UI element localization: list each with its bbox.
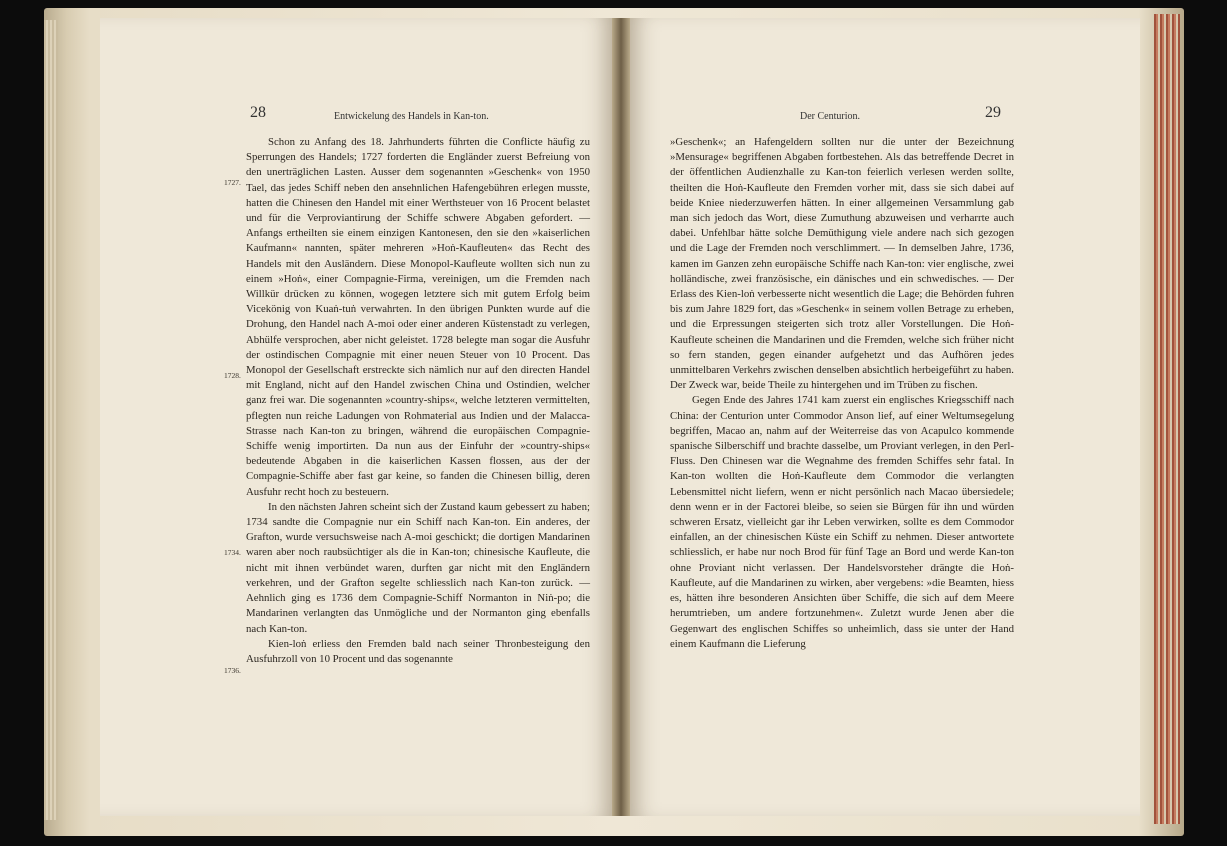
paragraph: In den nächsten Jahren scheint sich der Zustand kaum gebessert zu haben; 1734 sandte die Compagnie nur ein Schiff nach Kan-ton. Ein anderes, der Grafton, wurde versuchsweise nach A-moi geschickt; die dortigen Mandarinen waren aber noch raubsüchtiger als die in Kan-ton; chinesische Kaufleute, die nicht mit ihnen verbündet waren, durften gar nicht mit den Engländern verkehren, und der Grafton segelte schliesslich nach Kan-ton zurück. — Aehnlich ging es 1736 dem Compagnie-Schiff Normanton in Niṅ-po; die Mandarinen verlangten das Unmögliche und der Normanton ging ebenfalls nach Kan-ton. bbox=[246, 500, 590, 635]
left-body-text bbox=[224, 135, 590, 675]
left-page bbox=[100, 18, 612, 816]
right-body-text bbox=[670, 135, 1014, 652]
right-running-head: Der Centurion. bbox=[800, 111, 860, 122]
right-page-number: 29 bbox=[985, 104, 1001, 121]
right-page bbox=[630, 18, 1140, 816]
margin-year: 1734. bbox=[224, 548, 241, 557]
margin-year: 1736. bbox=[224, 666, 241, 675]
paragraph: Schon zu Anfang des 18. Jahrhunderts führten die Conflicte häufig zu Sperrungen des Handels; 1727 forderten die Engländer zuerst Befreiung von den unerträglichen Lasten. Ausser dem sogenannten »Geschenk« von 1950 Tael, das jedes Schiff neben den ansehnlichen Hafengebühren erlegen musste, hatten die Chinesen den Handel mit einer Werthsteuer von 16 Procent belastet und für die Verproviantirung der Schiffe schwere Abgaben gefordert. — Anfangs ertheilten sie einem einzigen Kantonesen, den sie den »kaiserlichen Kaufmann« nannten, später mehreren »Hoṅ-Kaufleuten« das Recht des Handels mit den Ausländern. Diese Monopol-Kaufleute wollten sich nun zu einem »Hoṅ«, einer Compagnie-Firma, vereinigen, um die Fremden nach Willkür drücken zu können, wogegen letztere sich mit gutem Erfolg beim Vicekönig von Kuaṅ-tuṅ verwahrten. In den übrigen Punkten wurde auf die Drohung, den Handel nach A-moi oder einer anderen Küstenstadt zu verlegen, Abhülfe versprochen, aber nicht geleistet. 1728 belegte man sogar die Ausfuhr der ostindischen Compagnie mit einer neuen Steuer von 10 Procent. Das Monopol der Gesellschaft erstreckte sich nämlich nur auf den directen Handel mit England, nicht auf den Handel zwischen China und Ostindien, welcher ganz frei war. Die sogenannten »country-ships«, welche letzteren vermittelten, pflegten nun reiche Ladungen von Rohmaterial aus Indien und der Malacca-Strasse nach Kan-ton zu bringen, während die europäischen Compagnie-Schiffe wenig importirten. Da nun aus der Einfuhr der »country-ships« bedeutende Abgaben in die kaiserlichen Kassen flossen, aus der der Compagnie-Schiffe aber fast gar keine, so fanden die Chinesen billig, deren Ausfuhr recht hoch zu besteuern. bbox=[246, 136, 590, 498]
paragraph: Gegen Ende des Jahres 1741 kam zuerst ein englisches Kriegsschiff nach China: der Centurion unter Commodor Anson lief, auf einer Weltumsegelung begriffen, Macao an, nahm auf der Weiterreise das von Acapulco kommende spanische Silberschiff und brachte dasselbe, um Proviant verlegen, in den Perl-Fluss. Den Chinesen war die Wegnahme des fremden Schiffes sehr fatal. In Kan-ton wollten die Hoṅ-Kaufleute dem Commodor die verlangten Lebensmittel nicht liefern, wenn er nicht persönlich nach Macao übersiedele; denn wenn er in der Factorei bleibe, so seien sie Bürgen für ihn und würden schweren Ersatz, vielleicht gar ihr Leben verwirken, sollte es dem Commodor einfallen, an der chinesischen Küste ein Schiff zu nehmen. Dieser antwortete schliesslich, er habe nur noch Brod für fünf Tage an Bord und werde Kan-ton ohne Proviant nicht verlassen. Der Handelsvorsteher drängte die Hoṅ-Kaufleute, auf die Mandarinen zu wirken, aber vergebens: »die Beamten, hiess es, hätten ihre besonderen Ansichten über Schiffe, die sich auf dem Meere herumtrieben, um andere fortzunehmen«. Zuletzt wurde Jenen aber die Gegenwart des englischen Schiffes so unheimlich, dass sie unter der Hand einem Kaufmann die Lieferung bbox=[670, 394, 1014, 650]
page-edges-right bbox=[1154, 14, 1180, 824]
paragraph: »Geschenk«; an Hafengeldern sollten nur die unter der Bezeichnung »Mensurage« begriffenen Abgaben fortbestehen. Als das betreffende Decret in der öffentlichen Audienzhalle zu Kan-ton feierlich verlesen werden sollte, theilten die Hoṅ-Kaufleute den Fremden vorher mit, dass sie sich dabei auf beide Kniee niederzuwerfen hätten. In einer allgemeinen Versammlung gab man sich jedoch das Wort, diese Zumuthung abzuweisen und verharrte auch dabei. Unfehlbar hätte solche Demüthigung viele andere nach sich gezogen und die Lage der Fremden noch verschlimmert. — In demselben Jahre, 1736, kamen im Ganzen zehn europäische Schiffe nach Kan-ton: vier englische, zwei holländische, zwei französische, ein dänisches und ein schwedisches. — Der Erlass des Kien-loṅ verbesserte nicht wesentlich die Lage; die Behörden fuhren bis zum Jahre 1829 fort, das »Geschenk« in seinem vollen Betrage zu erheben, und die Erpressungen steigerten sich trotz aller Vorstellungen. Die Hoṅ-Kaufleute scheinen die Mandarinen und die Fremden, welche sich früher nicht so fern standen, gegen einander aufgehetzt und das Aufhören jedes unmittelbaren Verkehrs zwischen denselben absichtlich herbeigeführt zu haben. Der Zweck war, beide Theile zu hintergehen und im Trüben zu fischen. bbox=[670, 136, 1014, 392]
book-gutter bbox=[612, 18, 630, 816]
margin-year: 1728. bbox=[224, 371, 241, 380]
page-edges-left bbox=[44, 20, 58, 820]
paragraph: Kien-loṅ erliess den Fremden bald nach seiner Thronbesteigung den Ausfuhrzoll von 10 Procent und das sogenannte bbox=[246, 637, 590, 665]
right-header bbox=[800, 104, 1000, 126]
left-page-number: 28 bbox=[250, 104, 266, 121]
margin-year: 1727. bbox=[224, 178, 241, 187]
left-running-head: Entwickelung des Handels in Kan-ton. bbox=[334, 111, 489, 122]
left-header bbox=[250, 104, 620, 126]
